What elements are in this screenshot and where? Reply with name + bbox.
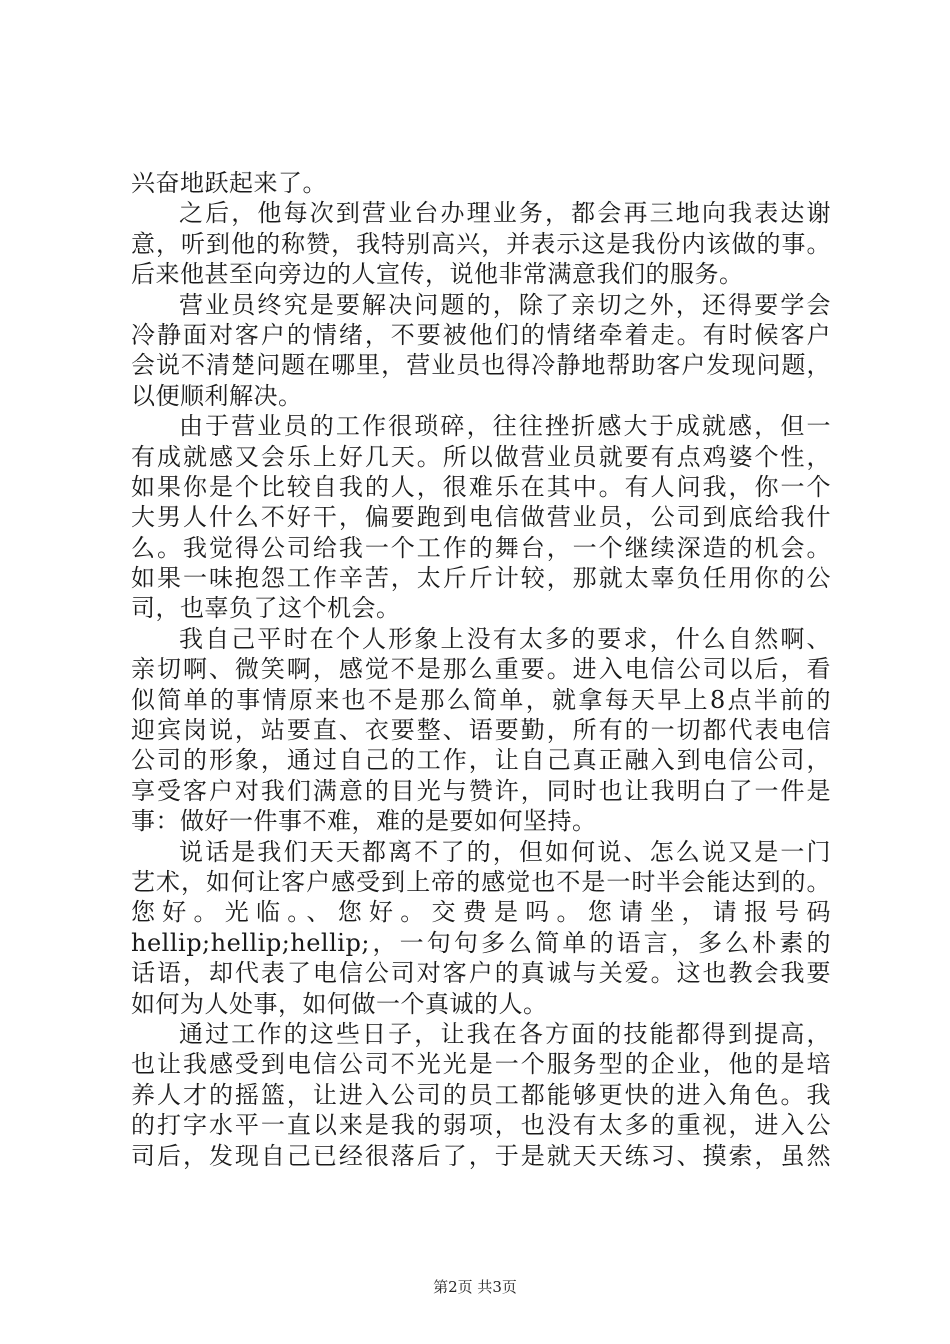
text-line: 司后，发现自己已经很落后了，于是就天天练习、摸索，虽然 bbox=[131, 1141, 831, 1170]
text-line: 兴奋地跃起来了。 bbox=[131, 169, 327, 197]
text-line: 也让我感受到电信公司不光光是一个服务型的企业，他的是培 bbox=[131, 1050, 831, 1079]
text-line: 会说不清楚问题在哪里，营业员也得冷静地帮助客户发现问题， bbox=[131, 351, 831, 380]
paragraph bbox=[131, 168, 831, 198]
text-line: 营业员终究是要解决问题的，除了亲切之外，还得要学会 bbox=[179, 290, 831, 319]
text-line: 如果一味抱怨工作辛苦，太斤斤计较，那就太辜负任用你的公 bbox=[131, 564, 831, 593]
text-line: 迎宾岗说，站要直、衣要整、语要勤，所有的一切都代表电信 bbox=[131, 716, 831, 745]
paragraph bbox=[131, 290, 831, 412]
text-line: hellip;hellip;hellip;，一句句多么简单的语言，多么朴素的 bbox=[131, 928, 831, 957]
text-line: 似简单的事情原来也不是那么简单，就拿每天早上8点半前的 bbox=[131, 685, 831, 714]
document-body bbox=[131, 168, 831, 1171]
text-line: 以便顺利解决。 bbox=[131, 381, 303, 410]
text-line: 亲切啊、微笑啊，感觉不是那么重要。进入电信公司以后，看 bbox=[131, 655, 831, 684]
paragraph bbox=[131, 198, 831, 289]
page-number: 第2页 共3页 bbox=[433, 1278, 517, 1296]
text-line: 养人才的摇篮，让进入公司的员工都能够更快的进入角色。我 bbox=[131, 1080, 831, 1109]
text-line: 由于营业员的工作很琐碎，往往挫折感大于成就感，但一 bbox=[179, 412, 831, 441]
text-line: 的打字水平一直以来是我的弱项，也没有太多的重视，进入公 bbox=[131, 1111, 831, 1140]
text-line: 大男人什么不好干，偏要跑到电信做营业员，公司到底给我什 bbox=[131, 503, 831, 532]
text-line: 享受客户对我们满意的目光与赞许，同时也让我明白了一件是 bbox=[131, 776, 831, 805]
text-line: 您好。光临。、您好。交费是吗。您请坐，请报号码 bbox=[131, 898, 831, 927]
text-line: 冷静面对客户的情绪，不要被他们的情绪牵着走。有时候客户 bbox=[131, 320, 831, 349]
text-line: 后来他甚至向旁边的人宣传，说他非常满意我们的服务。 bbox=[131, 260, 744, 289]
text-line: 事：做好一件事不难，难的是要如何坚持。 bbox=[131, 807, 597, 836]
text-line: 么。我觉得公司给我一个工作的舞台，一个继续深造的机会。 bbox=[131, 533, 831, 562]
text-line: 有成就感又会乐上好几天。所以做营业员就要有点鸡婆个性， bbox=[131, 442, 831, 471]
text-line: 之后，他每次到营业台办理业务，都会再三地向我表达谢 bbox=[179, 199, 831, 228]
paragraph bbox=[131, 837, 831, 1019]
text-line: 司，也辜负了这个机会。 bbox=[131, 594, 401, 623]
text-line: 艺术，如何让客户感受到上帝的感觉也不是一时半会能达到的。 bbox=[131, 867, 831, 896]
text-line: 通过工作的这些日子，让我在各方面的技能都得到提高， bbox=[179, 1019, 831, 1048]
text-line: 话语，却代表了电信公司对客户的真诚与关爱。这也教会我要 bbox=[131, 959, 831, 988]
text-line: 如果你是个比较自我的人，很难乐在其中。有人问我，你一个 bbox=[131, 472, 831, 501]
text-line: 我自己平时在个人形象上没有太多的要求，什么自然啊、 bbox=[179, 624, 831, 653]
text-line: 说话是我们天天都离不了的，但如何说、怎么说又是一门 bbox=[179, 837, 831, 866]
paragraph bbox=[131, 411, 831, 624]
text-line: 如何为人处事，如何做一个真诚的人。 bbox=[131, 989, 548, 1018]
paragraph bbox=[131, 1019, 831, 1171]
text-line: 公司的形象，通过自己的工作，让自己真正融入到电信公司， bbox=[131, 746, 831, 775]
paragraph bbox=[131, 624, 831, 837]
text-line: 意，听到他的称赞，我特别高兴，并表示这是我份内该做的事。 bbox=[131, 229, 831, 258]
